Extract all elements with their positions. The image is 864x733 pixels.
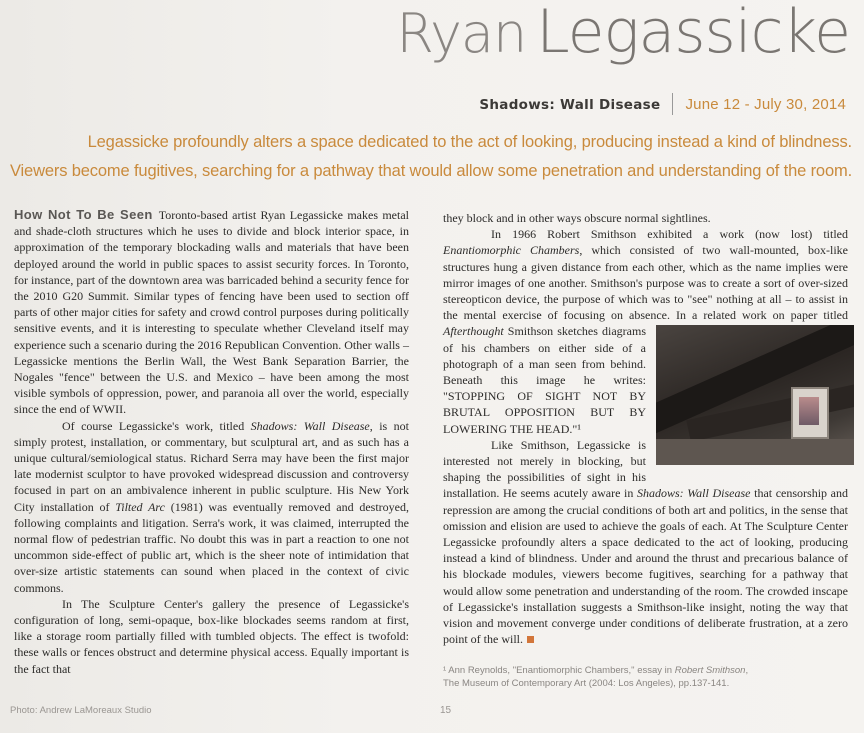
right-column	[443, 210, 848, 647]
end-mark	[527, 636, 534, 643]
divider	[672, 93, 673, 115]
paragraph-text: (1981) was eventually removed and destroyed, following complaints and litigation. Serra's work, it was claimed, interrupted the normal flow of pedestrian traffic. No doubt this was in part a reaction to one not uncommon side-effect of public art, which is the sheer note of intimidation that over-size artistic statements can sound when placed in the context of civic commons.	[14, 499, 409, 595]
exhibition-line	[479, 93, 846, 113]
left-column	[14, 207, 409, 677]
paragraph-text: Like Smithson, Legassicke is interested not merely in blocking, but shaping the possibilities of sight in his installation. He seems acutely aware in	[443, 437, 646, 501]
artist-name	[396, 0, 850, 67]
exhibition-dates: June 12 - July 30, 2014	[685, 96, 846, 113]
footnote-text: ,	[745, 665, 749, 676]
footnote-line	[443, 664, 823, 677]
photo-shape	[791, 387, 829, 439]
paragraph	[443, 437, 848, 648]
exhibition-title: Shadows: Wall Disease	[479, 97, 661, 113]
paragraph	[443, 226, 848, 437]
pull-quote	[2, 128, 852, 186]
paragraph-text: Smithson sketches diagrams of his chambers on either side of a photograph of a man seen from behind. Beneath this image he writes: "STOPPING OF SIGHT NOT BY BRUTAL OPPOSITION BUT BY LOWERING THE HEAD."¹	[443, 324, 646, 436]
footnote-title: Robert Smithson	[674, 665, 746, 676]
footnote-text: ¹ Ann Reynolds, "Enantiomorphic Chambers," essay in	[443, 665, 675, 676]
footnote-line: The Museum of Contemporary Art (2004: Los Angeles), pp.137-141.	[443, 678, 730, 689]
photo-shape	[656, 439, 854, 465]
work-title: Enantiomorphic Chambers	[443, 243, 580, 258]
paragraph	[14, 596, 409, 677]
paragraph-text: Toronto-based artist Ryan Legassicke makes metal and shade-cloth structures which he uses to divide and block interior space, in approximation of the temporary blockading walls and materials that have been deployed around the world in public spaces to assist security forces. In Toronto, for instance, part of the downtown area was barricaded behind a security fence for the 2010 G20 Summit. Similar types of fencing have been used to section off parts of other major cities for safety and crowd control purposes during politically sensitive events, and it is interesting to speculate whether Cleveland itself may experience such a scenario during the 2016 Republican Convention. Other walls – Legassicke mentions the Berlin Wall, the West Bank Separation Barrier, the Nogales "fence" between the U.S. and Mexico – have been among the most visible symbols of oppression, power, and paranoia all over the world, especially since the end of WWII.	[14, 208, 409, 417]
paragraph-text: In 1966 Robert Smithson exhibited a work (now lost) titled	[491, 227, 848, 242]
installation-photo	[656, 325, 854, 465]
paragraph	[443, 210, 848, 226]
artist-first-name: Ryan	[396, 2, 527, 65]
paragraph-text: that censorship and repression are among the crucial conditions of both art and politics, in the sense that omission and elision are used to achieve the goals of each. At The Sculpture Center Legassicke profoundly alters a space dedicated to the act of looking, producing instead a kind of blindness. Under and around the thrust and precarious balance of his blockade modules, viewers become fugitives, searching for a pathway that would allow some penetration and understanding of the room. The crowded inscape of Legassicke's installation suggests a Smithson-like insight, noting the way that vision and movement converge under conditions of deliberate frustration, at a zero point of the will.	[443, 486, 848, 647]
photo-shape	[799, 397, 819, 425]
pull-quote-line: Viewers become fugitives, searching for a pathway that would allow some penetration and understanding of the room.	[9, 162, 852, 180]
paragraph	[14, 207, 409, 418]
footnote	[443, 664, 823, 690]
paragraph-text: In The Sculpture Center's gallery the presence of Legassicke's configuration of long, semi-opaque, box-like blockades seems random at first, like a storage room partially filled with tumbled objects. The effect is twofold: these walls or fences obstruct and determine physical access. Equally important is the fact that	[14, 596, 409, 676]
paragraph	[14, 418, 409, 596]
section-heading: How Not To Be Seen	[14, 207, 153, 222]
photo-credit: Photo: Andrew LaMoreaux Studio	[10, 705, 152, 716]
work-title: Shadows: Wall Disease	[250, 418, 370, 433]
paragraph-text: they block and in other ways obscure normal sightlines.	[443, 211, 711, 225]
work-title: Tilted Arc	[115, 499, 165, 514]
paragraph-text: , is not simply protest, installation, or commentary, but sculptural art, and as such has a unique cultural/semiological status. Richard Serra may have been the first major late modernist sculptor to have provoked widespread discussion and controversy focused in part on an ambivalence inherent in public sculpture. His New York City installation of	[14, 418, 409, 514]
pull-quote-line: Legassicke profoundly alters a space dedicated to the act of looking, producing instead a kind of blindness.	[87, 133, 852, 151]
work-title: Afterthought	[443, 324, 504, 339]
paragraph-text: Of course Legassicke's work, titled	[62, 418, 251, 433]
work-title: Shadows: Wall Disease	[637, 486, 751, 501]
paragraph-text: , which consisted of two wall-mounted, box-like structures hung a given distance from each other, which as the name implies were mirror images of one another. Smithson's purpose was to create a sort of over-sized stereopticon device, the purpose of which was to "see" nothing at all – to assist in the mental exercise of focusing on absence. In a related work on paper titled	[443, 243, 848, 323]
artist-last-name: Legassicke	[536, 0, 850, 67]
page-number: 15	[440, 705, 452, 716]
